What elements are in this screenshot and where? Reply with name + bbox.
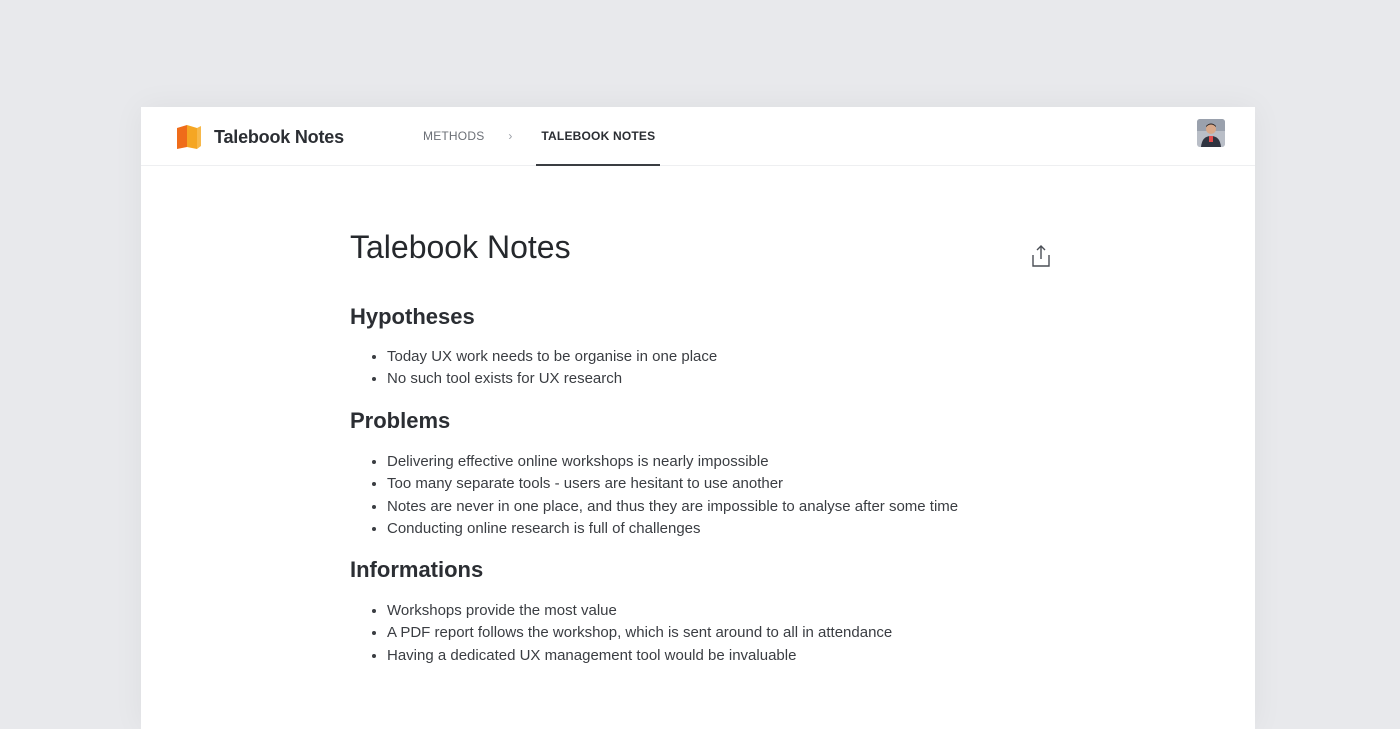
avatar[interactable] <box>1197 119 1225 147</box>
breadcrumb <box>423 107 660 165</box>
list-item: • Delivering effective online workshops is nearly impossible <box>387 451 958 473</box>
problems-list <box>350 451 958 541</box>
breadcrumb-item-methods[interactable]: METHODS <box>423 129 485 143</box>
share-icon[interactable] <box>1030 244 1052 268</box>
top-bar <box>141 107 1255 166</box>
chevron-right-icon: › <box>508 129 513 143</box>
brand[interactable] <box>176 125 344 149</box>
hypotheses-list <box>350 346 717 391</box>
informations-list <box>350 600 892 667</box>
section-title-problems: Problems <box>350 408 451 433</box>
talebook-logo-icon <box>176 125 202 149</box>
page-title: Talebook Notes <box>350 229 571 265</box>
section-title-hypotheses: Hypotheses <box>350 304 475 329</box>
list-item: • A PDF report follows the workshop, which is sent around to all in attendance <box>387 622 892 644</box>
brand-name: Talebook Notes <box>214 126 344 147</box>
list-item: • Workshops provide the most value <box>387 600 892 622</box>
section-title-informations: Informations <box>350 557 484 582</box>
list-item: • Today UX work needs to be organise in one place <box>387 346 717 368</box>
list-item: • No such tool exists for UX research <box>387 368 717 390</box>
list-item: • Too many separate tools - users are hesitant to use another <box>387 473 958 495</box>
breadcrumb-item-talebook-notes[interactable]: TALEBOOK NOTES <box>536 107 660 165</box>
list-item: • Having a dedicated UX management tool would be invaluable <box>387 645 892 667</box>
list-item: • Conducting online research is full of challenges <box>387 518 958 540</box>
list-item: • Notes are never in one place, and thus they are impossible to analyse after some time <box>387 496 958 518</box>
user-avatar-icon <box>1197 119 1225 147</box>
